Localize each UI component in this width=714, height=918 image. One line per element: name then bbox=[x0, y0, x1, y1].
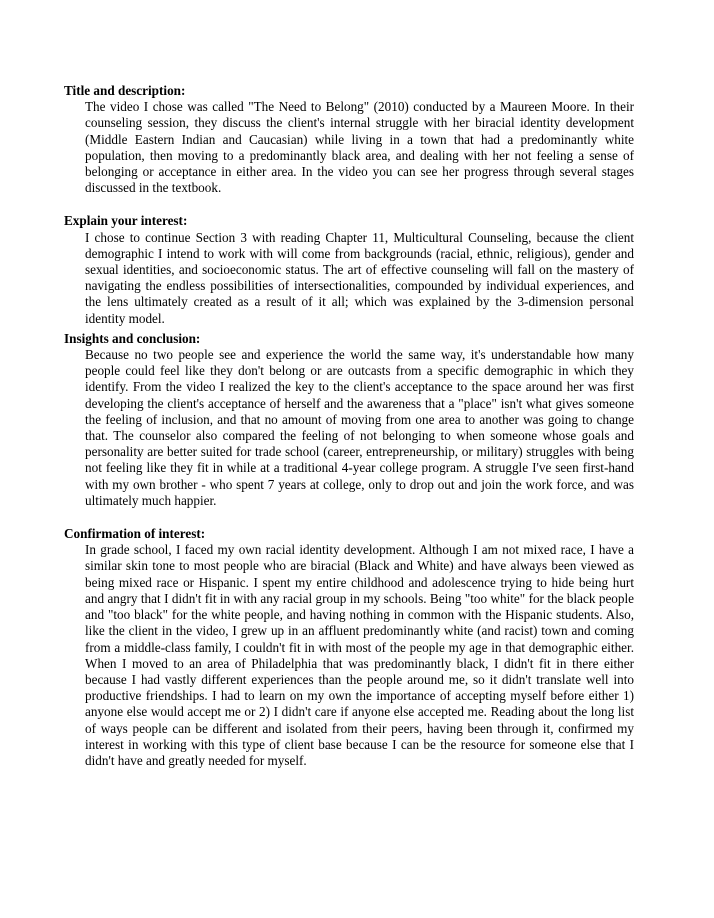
section-body: The video I chose was called "The Need to Belong" (2010) conducted by a Maureen Moore. In their counseling session, they discuss the client's internal struggle with her biracial identity development (Middle Eastern Indian and Caucasian) while living in a town that had a predominantly white population, then moving to a predominantly black area, and dealing with her not feeling a sense of belonging or acceptance in either area. In the video you can see her progress through several stages discussed in the textbook. bbox=[85, 99, 634, 196]
section-body: I chose to continue Section 3 with reading Chapter 11, Multicultural Counseling, because the client demographic I intend to work with will come from backgrounds (racial, ethnic, religious), gender and sexual identities, and socioeconomic status. The art of effective counseling will fall on the mastery of navigating the endless possibilities of intersectionalities, compounded by individual experiences, and the lens ultimately created as a result of it all; which was explained by the 3-dimension personal identity model. bbox=[85, 229, 634, 326]
section-heading: Title and description: bbox=[64, 83, 186, 98]
section-insights-conclusion bbox=[64, 331, 634, 509]
document-page bbox=[64, 83, 634, 769]
section-heading: Explain your interest: bbox=[64, 213, 188, 229]
section-heading: Confirmation of interest: bbox=[64, 526, 206, 542]
section-title-and-description bbox=[64, 83, 634, 196]
section-confirmation-interest bbox=[64, 526, 634, 769]
section-body: Because no two people see and experience the world the same way, it's understandable how many people could feel like they don't belong or are outcasts from a specific demographic in which they identify. From the video I realized the key to the client's acceptance to the space around her was first developing the client's acceptance of herself and the awareness that a "place" isn't what gives someone the feeling of inclusion, and that no amount of moving from one area to another was going to change that. The counselor also compared the feeling of not belonging to when someone whose goals and personality are better suited for trade school (career, entrepreneurship, or military) struggles with being not feeling like they fit in while at a traditional 4-year college program. A struggle I've seen first-hand with my own brother - who spent 7 years at college, only to drop out and join the work force, and was ultimately much happier. bbox=[85, 347, 634, 508]
section-heading: Insights and conclusion: bbox=[64, 330, 201, 346]
section-explain-interest bbox=[64, 213, 634, 326]
section-body: In grade school, I faced my own racial identity development. Although I am not mixed race, I have a similar skin tone to most people who are biracial (Black and White) and have always been viewed as being mixed race or Hispanic. I spent my entire childhood and adolescence trying to hide being hurt and angry that I didn't fit in with any racial group in my schools. Being "too white" for the black people and "too black" for the white people, and having nothing in common with the Hispanic students. Also, like the client in the video, I grew up in an affluent predominantly white (and racist) town and coming from a middle-class family, I couldn't fit in with most of the people my age in that demographic either. When I moved to an area of Philadelphia that was predominantly black, I didn't fit in there either because I had vastly different experiences than the people around me, so it didn't translate well into productive friendships. I had to learn on my own the importance of accepting myself before either 1) anyone else would accept me or 2) I didn't care if anyone else accepted me. Reading about the long list of ways people can be different and isolated from their peers, having been through it, confirmed my interest in working with this type of client base because I can be the resource for someone else that I didn't have and greatly needed for myself. bbox=[85, 542, 634, 768]
